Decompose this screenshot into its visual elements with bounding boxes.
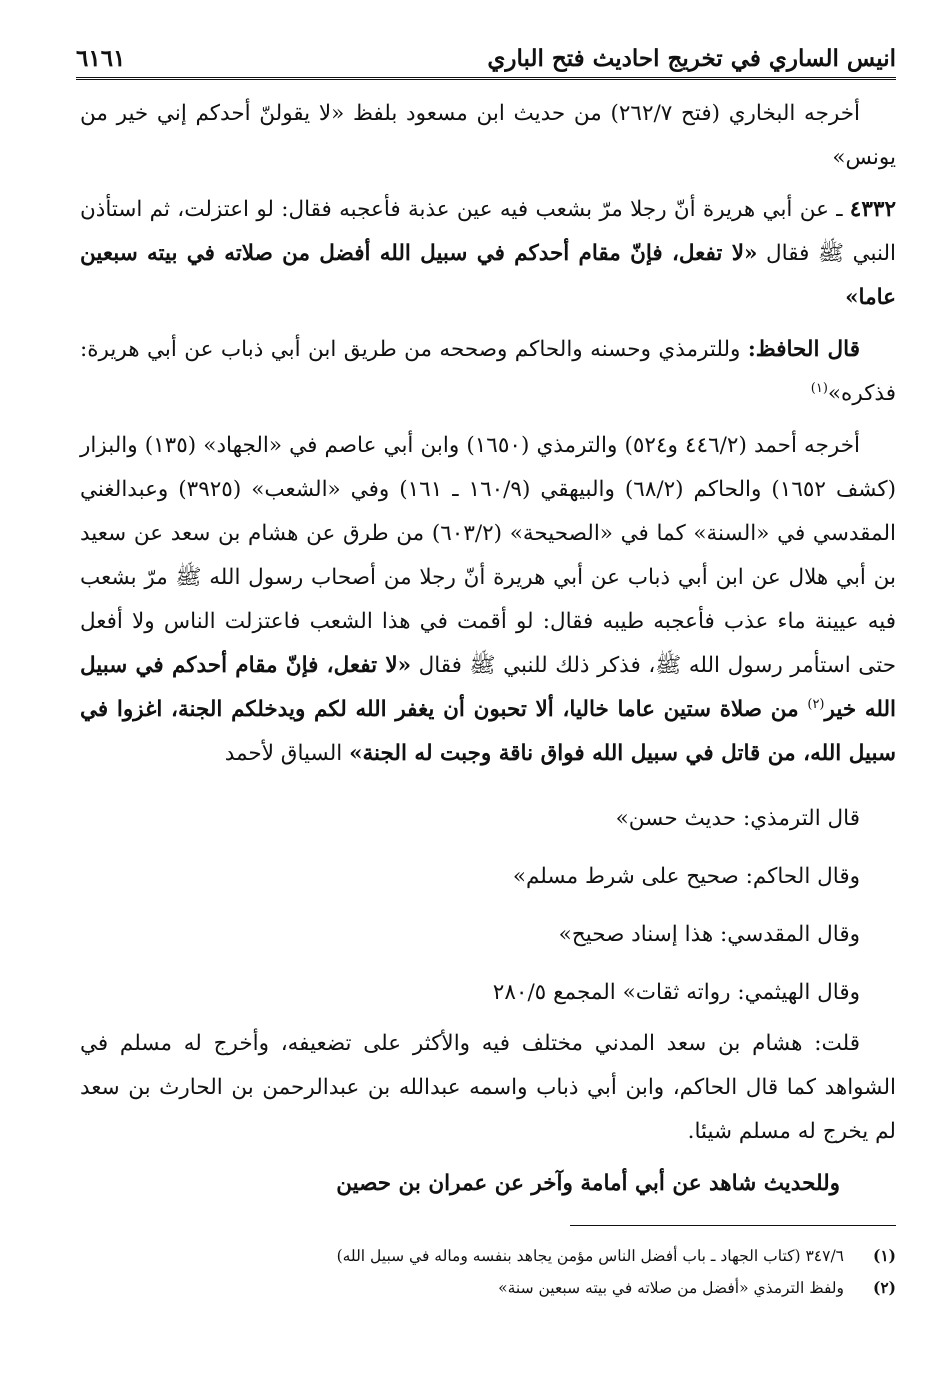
author-comment [80,1022,896,1154]
takhrij-text: أخرجه أحمد (٤٤٦/٢ و٥٢٤) والترمذي (١٦٥٠) وابن أبي عاصم في «الجهاد» (١٣٥) والبزار (كشف ١٦٥٢) والحاكم (٦٨/٢) والبيهقي (١٦٠/٩ ـ ١٦١) وفي «الشعب» (٣٩٢٥) وعبدالغني المقدسي في «السنة» كما في «الصحيحة» (٦٠٣/٢) من طرق عن هشام بن سعد عن سعيد بن أبي هلال عن ابن أبي ذباب عن أبي هريرة أنّ رجلا من أصحاب رسول الله ﷺ مرّ بشعب فيه عيينة ماء عذب فأعجبه طيبه فقال: لو أقمت في هذا الشعب فاعتزلت الناس ولا أفعل حتى استأمر رسول الله ﷺ، فذكر ذلك للنبي ﷺ فقال [80,433,897,678]
footnote-text: ولفظ الترمذي «أفضل من صلاته في بيته سبعين سنة» [498,1279,844,1297]
book-title: انيس الساري في تخريج احاديث فتح الباري [487,45,896,72]
hadith-quote: «لا تفعل، فإنّ مقام أحدكم في سبيل الله أفضل من صلاته في بيته سبعين عاما» [80,241,896,310]
footnote-1 [80,1240,896,1272]
page-number: ٦١٦١ [76,45,126,72]
running-header [76,38,896,72]
takhrij-note: السياق لأحمد [224,741,350,766]
footnote-text: ٣٤٧/٦ (كتاب الجهاد ـ باب أفضل الناس مؤمن يجاهد بنفسه وماله في سبيل الله) [336,1247,844,1265]
hafiz-comment [80,328,896,416]
main-text [80,92,896,1206]
footnote-ref-1: (١) [810,380,828,396]
takhrij-quote-start: «لا تفعل، فإنّ مقام أحدكم في سبيل الله خير [80,653,897,722]
footnote-rule [570,1225,896,1226]
bukhari-reference [80,92,896,180]
footnote-ref-2: (٢) [807,696,825,712]
header-rule [76,77,896,80]
closing-line [80,1162,896,1206]
verdict-hakim: وقال الحاكم: صحيح على شرط مسلم» [512,864,860,889]
footnote-2 [80,1272,896,1304]
hafiz-text: وللترمذي وحسنه والحاكم وصححه من طريق ابن أبي ذباب عن أبي هريرة: فذكره» [80,337,896,406]
closing-line-text: وللحديث شاهد عن أبي أمامة وآخر عن عمران بن حصين [336,1171,840,1196]
footnotes [80,1240,896,1304]
hadith-text: ـ عن أبي هريرة أنّ رجلا مرّ بشعب فيه عين عذبة فأعجبه فقال: لو اعتزلت، ثم استأذن النبي ﷺ فقال [80,197,896,266]
bukhari-reference-text: أخرجه البخاري (فتح ٢٦٢/٧) من حديث ابن مسعود بلفظ «لا يقولنّ أحدكم إني خير من يونس» [80,101,896,170]
verdict-tirmidhi: قال الترمذي: حديث حسن» [615,806,860,831]
verdict-maqdisi: وقال المقدسي: هذا إسناد صحيح» [558,922,860,947]
verdict-haythami: وقال الهيثمي: رواته ثقات» المجمع ٢٨٠/٥ [492,980,860,1005]
footnote-number: (١) [872,1246,896,1265]
takhrij-paragraph [80,424,896,776]
footnote-number: (٢) [872,1278,896,1297]
hadith-number: ٤٣٣٢ [849,197,896,222]
author-comment-text: قلت: هشام بن سعد المدني مختلف فيه والأكثر على تضعيفه، وأخرج له مسلم في الشواهد كما قال الحاكم، وابن أبي ذباب واسمه عبدالله بن عبدالرحمن بن الحارث بن سعد لم يخرج له مسلم شيئا. [80,1031,896,1144]
hafiz-label: قال الحافظ: [747,337,860,362]
verdicts-list [80,790,896,1022]
hadith-entry [80,188,896,320]
takhrij-quote-end: من صلاة ستين عاما خاليا، ألا تحبون أن يغفر الله لكم ويدخلكم الجنة، اغزوا في سبيل الله، من قاتل في سبيل الله فواق ناقة وجبت له الجنة» [80,697,896,766]
